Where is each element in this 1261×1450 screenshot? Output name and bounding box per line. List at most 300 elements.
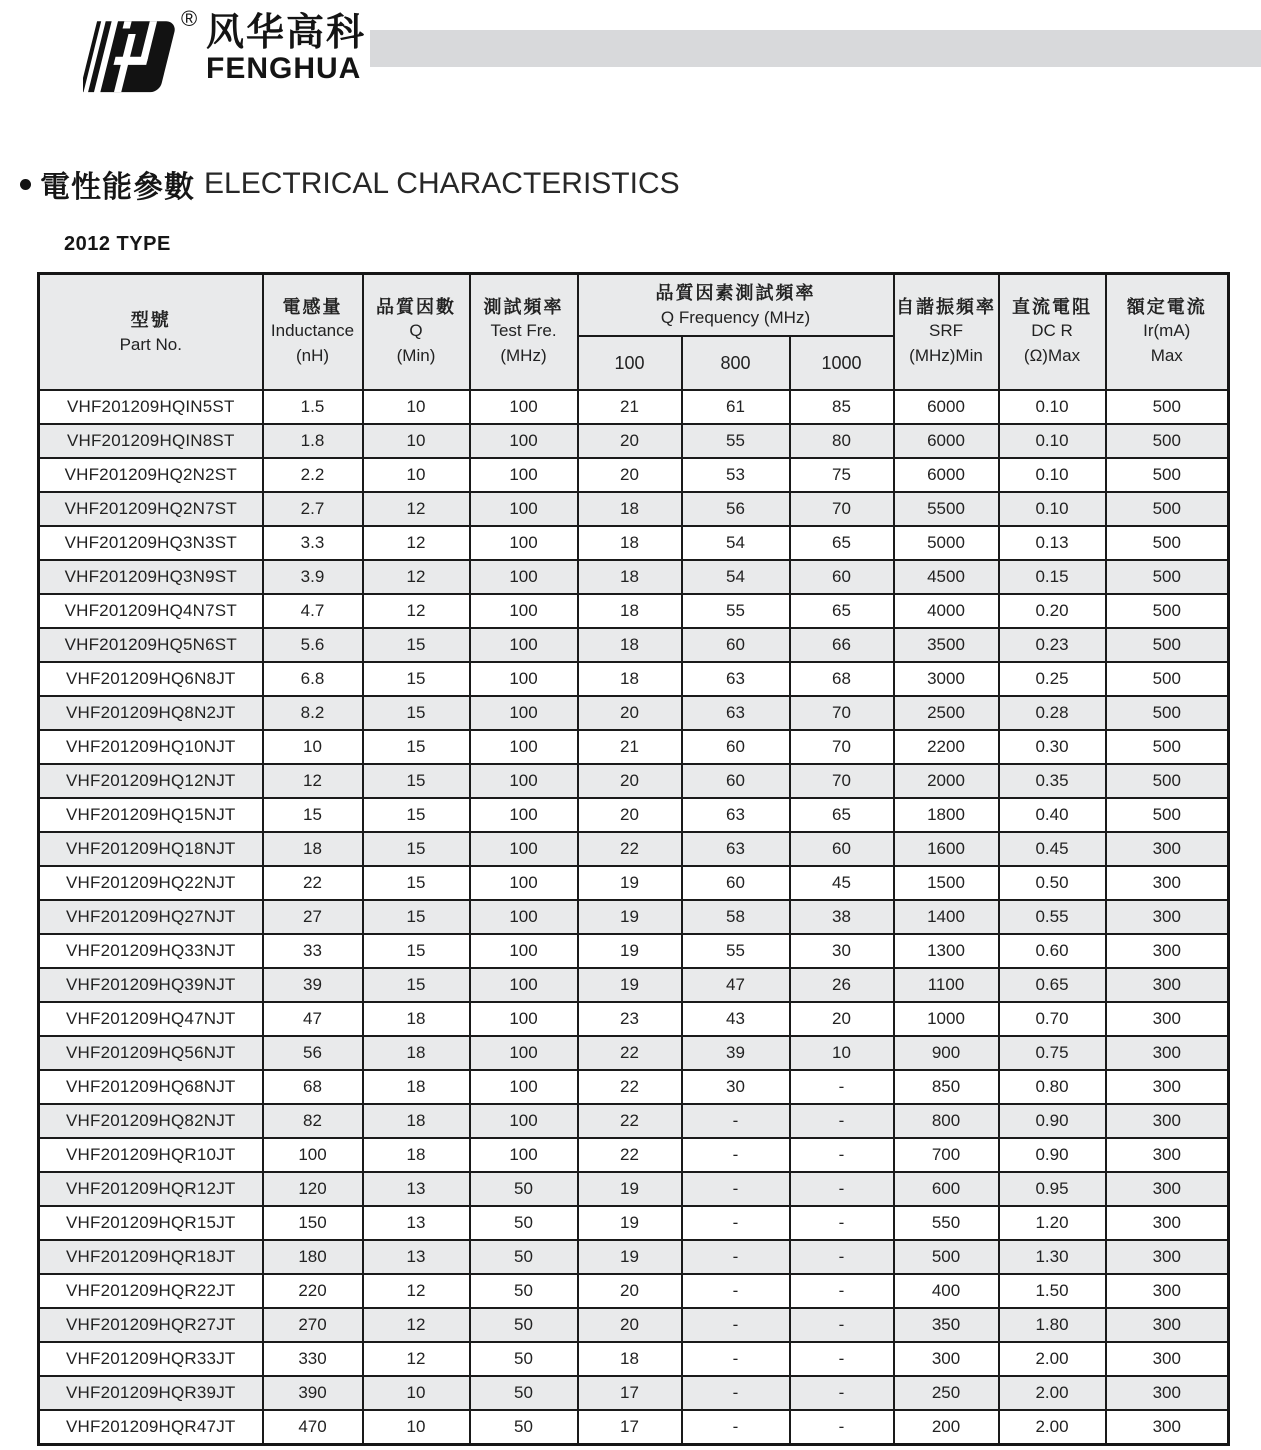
cell-inductance: 1.8 xyxy=(263,424,363,458)
cell-dcr: 2.00 xyxy=(999,1376,1106,1410)
cell-srf: 4000 xyxy=(894,594,999,628)
cell-part-no: VHF201209HQ18NJT xyxy=(39,832,263,866)
cell-q-at-100: 17 xyxy=(578,1376,682,1410)
col-header-inductance-unit: (nH) xyxy=(295,346,330,366)
cell-srf: 250 xyxy=(894,1376,999,1410)
cell-dcr: 0.50 xyxy=(999,866,1106,900)
cell-q-at-100: 21 xyxy=(578,390,682,424)
cell-srf: 500 xyxy=(894,1240,999,1274)
cell-ir: 300 xyxy=(1106,1172,1229,1206)
table-row xyxy=(39,424,1229,458)
cell-inductance: 4.7 xyxy=(263,594,363,628)
cell-dcr: 1.80 xyxy=(999,1308,1106,1342)
col-header-srf-en: SRF xyxy=(929,321,963,341)
cell-ir: 300 xyxy=(1106,866,1229,900)
cell-part-no: VHF201209HQ4N7ST xyxy=(39,594,263,628)
cell-ir: 300 xyxy=(1106,934,1229,968)
cell-ir: 500 xyxy=(1106,526,1229,560)
cell-inductance: 120 xyxy=(263,1172,363,1206)
cell-test-freq: 100 xyxy=(470,628,578,662)
bullet-icon xyxy=(20,179,31,190)
cell-test-freq: 50 xyxy=(470,1410,578,1445)
cell-q-at-800: - xyxy=(682,1410,790,1445)
cell-q-at-800: 58 xyxy=(682,900,790,934)
cell-q-at-800: - xyxy=(682,1342,790,1376)
cell-q-at-100: 19 xyxy=(578,1240,682,1274)
cell-ir: 300 xyxy=(1106,1410,1229,1445)
cell-part-no: VHF201209HQIN5ST xyxy=(39,390,263,424)
cell-ir: 500 xyxy=(1106,662,1229,696)
cell-inductance: 56 xyxy=(263,1036,363,1070)
section-title-cn: 電性能參數 xyxy=(40,171,195,204)
table-row xyxy=(39,1274,1229,1308)
cell-q-min: 18 xyxy=(363,1138,470,1172)
cell-q-at-800: - xyxy=(682,1138,790,1172)
col-header-test-freq-unit: (MHz) xyxy=(500,346,547,366)
cell-ir: 300 xyxy=(1106,1104,1229,1138)
cell-dcr: 0.15 xyxy=(999,560,1106,594)
cell-q-at-100: 21 xyxy=(578,730,682,764)
table-row xyxy=(39,662,1229,696)
cell-srf: 1600 xyxy=(894,832,999,866)
cell-part-no: VHF201209HQR33JT xyxy=(39,1342,263,1376)
table-row xyxy=(39,798,1229,832)
cell-q-at-1000: 20 xyxy=(790,1002,894,1036)
cell-q-at-800: - xyxy=(682,1206,790,1240)
cell-test-freq: 100 xyxy=(470,696,578,730)
cell-dcr: 0.10 xyxy=(999,458,1106,492)
cell-inductance: 27 xyxy=(263,900,363,934)
brand-text xyxy=(206,14,366,84)
cell-q-min: 10 xyxy=(363,424,470,458)
cell-q-at-1000: 30 xyxy=(790,934,894,968)
header-banner xyxy=(370,30,1261,67)
cell-ir: 500 xyxy=(1106,730,1229,764)
cell-q-at-1000: - xyxy=(790,1206,894,1240)
cell-ir: 300 xyxy=(1106,900,1229,934)
cell-q-at-100: 20 xyxy=(578,1274,682,1308)
cell-q-at-800: - xyxy=(682,1274,790,1308)
cell-srf: 300 xyxy=(894,1342,999,1376)
cell-test-freq: 100 xyxy=(470,866,578,900)
sub-header-800: 800 xyxy=(682,336,790,390)
cell-q-at-1000: 10 xyxy=(790,1036,894,1070)
table-row xyxy=(39,1036,1229,1070)
table-row xyxy=(39,1342,1229,1376)
cell-dcr: 0.60 xyxy=(999,934,1106,968)
cell-q-at-100: 19 xyxy=(578,866,682,900)
col-header-q-frequency-en: Q Frequency (MHz) xyxy=(660,307,811,327)
cell-q-at-1000: - xyxy=(790,1376,894,1410)
cell-srf: 1100 xyxy=(894,968,999,1002)
cell-q-at-1000: 65 xyxy=(790,526,894,560)
table-row xyxy=(39,1104,1229,1138)
col-header-dcr-unit: (Ω)Max xyxy=(1023,346,1081,366)
cell-q-at-800: 30 xyxy=(682,1070,790,1104)
cell-srf: 600 xyxy=(894,1172,999,1206)
cell-ir: 500 xyxy=(1106,798,1229,832)
cell-dcr: 0.70 xyxy=(999,1002,1106,1036)
cell-part-no: VHF201209HQ82NJT xyxy=(39,1104,263,1138)
cell-test-freq: 50 xyxy=(470,1240,578,1274)
cell-q-at-100: 20 xyxy=(578,764,682,798)
cell-part-no: VHF201209HQ68NJT xyxy=(39,1070,263,1104)
cell-part-no: VHF201209HQR18JT xyxy=(39,1240,263,1274)
cell-q-at-1000: - xyxy=(790,1104,894,1138)
cell-q-at-100: 22 xyxy=(578,1104,682,1138)
cell-inductance: 47 xyxy=(263,1002,363,1036)
cell-srf: 1500 xyxy=(894,866,999,900)
cell-part-no: VHF201209HQ15NJT xyxy=(39,798,263,832)
section-heading xyxy=(20,162,680,206)
cell-q-at-100: 22 xyxy=(578,832,682,866)
cell-q-at-1000: 38 xyxy=(790,900,894,934)
cell-inductance: 12 xyxy=(263,764,363,798)
col-header-ir-cn: 額定電流 xyxy=(1126,297,1207,318)
col-header-q-frequency-group xyxy=(578,274,894,337)
cell-dcr: 0.10 xyxy=(999,492,1106,526)
cell-q-at-800: 55 xyxy=(682,594,790,628)
registered-icon: ® xyxy=(181,6,198,31)
cell-q-min: 10 xyxy=(363,458,470,492)
cell-part-no: VHF201209HQ22NJT xyxy=(39,866,263,900)
cell-part-no: VHF201209HQ6N8JT xyxy=(39,662,263,696)
cell-part-no: VHF201209HQ12NJT xyxy=(39,764,263,798)
table-row xyxy=(39,458,1229,492)
cell-inductance: 82 xyxy=(263,1104,363,1138)
cell-q-at-1000: 65 xyxy=(790,594,894,628)
cell-q-at-100: 20 xyxy=(578,424,682,458)
cell-test-freq: 100 xyxy=(470,424,578,458)
cell-q-min: 13 xyxy=(363,1206,470,1240)
cell-ir: 300 xyxy=(1106,1002,1229,1036)
col-header-ir-en: Ir(mA) xyxy=(1143,321,1191,341)
cell-q-at-800: 39 xyxy=(682,1036,790,1070)
cell-q-min: 12 xyxy=(363,1308,470,1342)
col-header-part-no xyxy=(39,274,263,391)
cell-inductance: 330 xyxy=(263,1342,363,1376)
col-header-dcr-en: DC R xyxy=(1031,321,1073,341)
cell-srf: 5500 xyxy=(894,492,999,526)
cell-ir: 300 xyxy=(1106,1308,1229,1342)
cell-inductance: 3.9 xyxy=(263,560,363,594)
table-row xyxy=(39,526,1229,560)
cell-srf: 3000 xyxy=(894,662,999,696)
cell-test-freq: 50 xyxy=(470,1308,578,1342)
cell-dcr: 2.00 xyxy=(999,1342,1106,1376)
cell-q-min: 10 xyxy=(363,390,470,424)
cell-q-at-800: 63 xyxy=(682,832,790,866)
table-body xyxy=(39,390,1229,1445)
cell-dcr: 1.20 xyxy=(999,1206,1106,1240)
table-row xyxy=(39,1002,1229,1036)
cell-dcr: 0.45 xyxy=(999,832,1106,866)
cell-inductance: 18 xyxy=(263,832,363,866)
cell-q-at-100: 18 xyxy=(578,594,682,628)
cell-test-freq: 50 xyxy=(470,1206,578,1240)
brand-name-cn: 风华高科 xyxy=(206,12,367,54)
cell-q-min: 15 xyxy=(363,866,470,900)
cell-test-freq: 50 xyxy=(470,1274,578,1308)
cell-q-at-1000: - xyxy=(790,1240,894,1274)
cell-q-min: 12 xyxy=(363,492,470,526)
cell-ir: 500 xyxy=(1106,390,1229,424)
cell-q-min: 15 xyxy=(363,900,470,934)
table-row xyxy=(39,934,1229,968)
cell-test-freq: 100 xyxy=(470,560,578,594)
col-header-inductance-en: Inductance xyxy=(270,321,355,341)
cell-part-no: VHF201209HQR27JT xyxy=(39,1308,263,1342)
table-row xyxy=(39,1376,1229,1410)
cell-q-at-1000: 68 xyxy=(790,662,894,696)
cell-q-at-100: 20 xyxy=(578,798,682,832)
cell-q-at-800: - xyxy=(682,1172,790,1206)
cell-part-no: VHF201209HQR22JT xyxy=(39,1274,263,1308)
cell-dcr: 0.28 xyxy=(999,696,1106,730)
cell-inductance: 220 xyxy=(263,1274,363,1308)
cell-ir: 300 xyxy=(1106,832,1229,866)
cell-part-no: VHF201209HQ5N6ST xyxy=(39,628,263,662)
cell-test-freq: 100 xyxy=(470,1138,578,1172)
cell-q-at-800: 61 xyxy=(682,390,790,424)
cell-q-at-1000: 80 xyxy=(790,424,894,458)
col-header-ir-unit: Max xyxy=(1150,346,1183,366)
cell-q-min: 12 xyxy=(363,526,470,560)
cell-srf: 1800 xyxy=(894,798,999,832)
cell-q-at-1000: - xyxy=(790,1070,894,1104)
cell-srf: 850 xyxy=(894,1070,999,1104)
cell-test-freq: 100 xyxy=(470,832,578,866)
cell-test-freq: 100 xyxy=(470,662,578,696)
cell-part-no: VHF201209HQR47JT xyxy=(39,1410,263,1445)
cell-inductance: 100 xyxy=(263,1138,363,1172)
cell-q-min: 18 xyxy=(363,1104,470,1138)
cell-srf: 1000 xyxy=(894,1002,999,1036)
cell-dcr: 0.23 xyxy=(999,628,1106,662)
table-row xyxy=(39,1070,1229,1104)
cell-q-at-100: 20 xyxy=(578,696,682,730)
cell-q-at-800: 56 xyxy=(682,492,790,526)
cell-test-freq: 100 xyxy=(470,934,578,968)
cell-q-at-800: 60 xyxy=(682,764,790,798)
cell-q-min: 15 xyxy=(363,798,470,832)
cell-inductance: 150 xyxy=(263,1206,363,1240)
cell-ir: 300 xyxy=(1106,1206,1229,1240)
cell-srf: 6000 xyxy=(894,424,999,458)
cell-q-at-800: - xyxy=(682,1104,790,1138)
cell-inductance: 68 xyxy=(263,1070,363,1104)
col-header-part-no-en: Part No. xyxy=(119,334,182,354)
cell-q-min: 15 xyxy=(363,662,470,696)
cell-ir: 300 xyxy=(1106,1274,1229,1308)
cell-q-at-100: 18 xyxy=(578,662,682,696)
cell-srf: 1300 xyxy=(894,934,999,968)
cell-dcr: 0.75 xyxy=(999,1036,1106,1070)
cell-test-freq: 100 xyxy=(470,798,578,832)
brand-name-en: FENGHUA xyxy=(206,52,362,85)
cell-test-freq: 100 xyxy=(470,900,578,934)
cell-q-min: 15 xyxy=(363,968,470,1002)
cell-test-freq: 100 xyxy=(470,968,578,1002)
cell-part-no: VHF201209HQR10JT xyxy=(39,1138,263,1172)
cell-q-at-100: 19 xyxy=(578,900,682,934)
cell-test-freq: 100 xyxy=(470,390,578,424)
col-header-q-en: Q xyxy=(409,321,423,341)
cell-part-no: VHF201209HQ27NJT xyxy=(39,900,263,934)
cell-q-at-100: 17 xyxy=(578,1410,682,1445)
cell-srf: 2500 xyxy=(894,696,999,730)
cell-q-at-1000: - xyxy=(790,1308,894,1342)
table-row xyxy=(39,492,1229,526)
cell-dcr: 1.50 xyxy=(999,1274,1106,1308)
cell-q-at-800: 63 xyxy=(682,798,790,832)
cell-dcr: 0.30 xyxy=(999,730,1106,764)
cell-q-min: 15 xyxy=(363,832,470,866)
cell-inductance: 2.7 xyxy=(263,492,363,526)
cell-dcr: 0.10 xyxy=(999,424,1106,458)
col-header-test-freq-en: Test Fre. xyxy=(490,321,557,341)
cell-q-at-800: 63 xyxy=(682,662,790,696)
col-header-q-unit: (Min) xyxy=(396,346,436,366)
table-row xyxy=(39,900,1229,934)
cell-q-at-1000: - xyxy=(790,1172,894,1206)
col-header-part-no-cn: 型號 xyxy=(130,310,171,331)
cell-test-freq: 100 xyxy=(470,492,578,526)
type-label: 2012 TYPE xyxy=(64,233,171,255)
cell-test-freq: 100 xyxy=(470,1002,578,1036)
table-row xyxy=(39,594,1229,628)
cell-srf: 5000 xyxy=(894,526,999,560)
sub-header-1000: 1000 xyxy=(790,336,894,390)
cell-dcr: 0.13 xyxy=(999,526,1106,560)
cell-q-at-800: 47 xyxy=(682,968,790,1002)
cell-q-at-1000: 60 xyxy=(790,832,894,866)
cell-dcr: 0.40 xyxy=(999,798,1106,832)
cell-ir: 500 xyxy=(1106,560,1229,594)
table-row xyxy=(39,764,1229,798)
cell-inductance: 2.2 xyxy=(263,458,363,492)
cell-srf: 2000 xyxy=(894,764,999,798)
cell-test-freq: 50 xyxy=(470,1376,578,1410)
cell-q-at-1000: - xyxy=(790,1274,894,1308)
cell-dcr: 1.30 xyxy=(999,1240,1106,1274)
cell-q-at-100: 23 xyxy=(578,1002,682,1036)
sub-header-100: 100 xyxy=(578,336,682,390)
col-header-srf-cn: 自諧振頻率 xyxy=(896,297,996,318)
cell-srf: 6000 xyxy=(894,458,999,492)
cell-q-min: 15 xyxy=(363,628,470,662)
col-header-q-cn: 品質因數 xyxy=(376,297,456,318)
electrical-characteristics-table xyxy=(37,272,1230,1446)
cell-ir: 500 xyxy=(1106,424,1229,458)
col-header-ir xyxy=(1106,274,1229,391)
cell-q-at-800: 60 xyxy=(682,628,790,662)
cell-q-min: 10 xyxy=(363,1376,470,1410)
col-header-test-freq xyxy=(470,274,578,391)
cell-q-at-100: 22 xyxy=(578,1036,682,1070)
cell-ir: 300 xyxy=(1106,1240,1229,1274)
col-header-q xyxy=(363,274,470,391)
cell-q-at-100: 18 xyxy=(578,492,682,526)
cell-q-at-1000: 65 xyxy=(790,798,894,832)
col-header-dcr xyxy=(999,274,1106,391)
cell-srf: 550 xyxy=(894,1206,999,1240)
table-row xyxy=(39,1308,1229,1342)
cell-test-freq: 100 xyxy=(470,1104,578,1138)
cell-srf: 6000 xyxy=(894,390,999,424)
cell-test-freq: 100 xyxy=(470,1036,578,1070)
cell-ir: 300 xyxy=(1106,1070,1229,1104)
cell-part-no: VHF201209HQIN8ST xyxy=(39,424,263,458)
cell-q-min: 13 xyxy=(363,1240,470,1274)
cell-dcr: 0.65 xyxy=(999,968,1106,1002)
cell-srf: 900 xyxy=(894,1036,999,1070)
cell-q-min: 15 xyxy=(363,696,470,730)
cell-q-at-100: 18 xyxy=(578,526,682,560)
cell-dcr: 0.80 xyxy=(999,1070,1106,1104)
cell-test-freq: 50 xyxy=(470,1342,578,1376)
cell-part-no: VHF201209HQ56NJT xyxy=(39,1036,263,1070)
col-header-inductance-cn: 電感量 xyxy=(282,297,343,318)
cell-part-no: VHF201209HQ2N7ST xyxy=(39,492,263,526)
cell-srf: 700 xyxy=(894,1138,999,1172)
cell-ir: 500 xyxy=(1106,492,1229,526)
cell-q-min: 12 xyxy=(363,1342,470,1376)
cell-q-at-1000: 70 xyxy=(790,730,894,764)
table-row xyxy=(39,390,1229,424)
cell-srf: 4500 xyxy=(894,560,999,594)
cell-q-min: 12 xyxy=(363,560,470,594)
cell-q-at-1000: 60 xyxy=(790,560,894,594)
cell-ir: 300 xyxy=(1106,1376,1229,1410)
cell-dcr: 0.90 xyxy=(999,1104,1106,1138)
cell-test-freq: 100 xyxy=(470,1070,578,1104)
cell-q-at-1000: - xyxy=(790,1138,894,1172)
cell-q-min: 12 xyxy=(363,594,470,628)
cell-q-at-800: - xyxy=(682,1240,790,1274)
cell-inductance: 33 xyxy=(263,934,363,968)
cell-srf: 800 xyxy=(894,1104,999,1138)
cell-q-min: 18 xyxy=(363,1070,470,1104)
table-row xyxy=(39,866,1229,900)
cell-q-min: 15 xyxy=(363,934,470,968)
cell-q-at-1000: 45 xyxy=(790,866,894,900)
cell-dcr: 0.20 xyxy=(999,594,1106,628)
cell-q-at-1000: - xyxy=(790,1342,894,1376)
cell-q-at-800: 54 xyxy=(682,526,790,560)
cell-q-min: 15 xyxy=(363,730,470,764)
cell-dcr: 2.00 xyxy=(999,1410,1106,1445)
cell-test-freq: 100 xyxy=(470,458,578,492)
cell-ir: 300 xyxy=(1106,1138,1229,1172)
cell-q-min: 18 xyxy=(363,1002,470,1036)
col-header-dcr-cn: 直流電阻 xyxy=(1012,297,1092,318)
cell-q-at-1000: 66 xyxy=(790,628,894,662)
cell-part-no: VHF201209HQR12JT xyxy=(39,1172,263,1206)
table-row xyxy=(39,832,1229,866)
cell-q-at-100: 18 xyxy=(578,628,682,662)
cell-test-freq: 100 xyxy=(470,730,578,764)
table-row xyxy=(39,560,1229,594)
cell-dcr: 0.25 xyxy=(999,662,1106,696)
col-header-inductance xyxy=(263,274,363,391)
table-row xyxy=(39,1240,1229,1274)
cell-q-at-800: 54 xyxy=(682,560,790,594)
cell-q-at-800: 43 xyxy=(682,1002,790,1036)
cell-inductance: 39 xyxy=(263,968,363,1002)
cell-dcr: 0.10 xyxy=(999,390,1106,424)
col-header-test-freq-cn: 測試頻率 xyxy=(483,297,564,318)
